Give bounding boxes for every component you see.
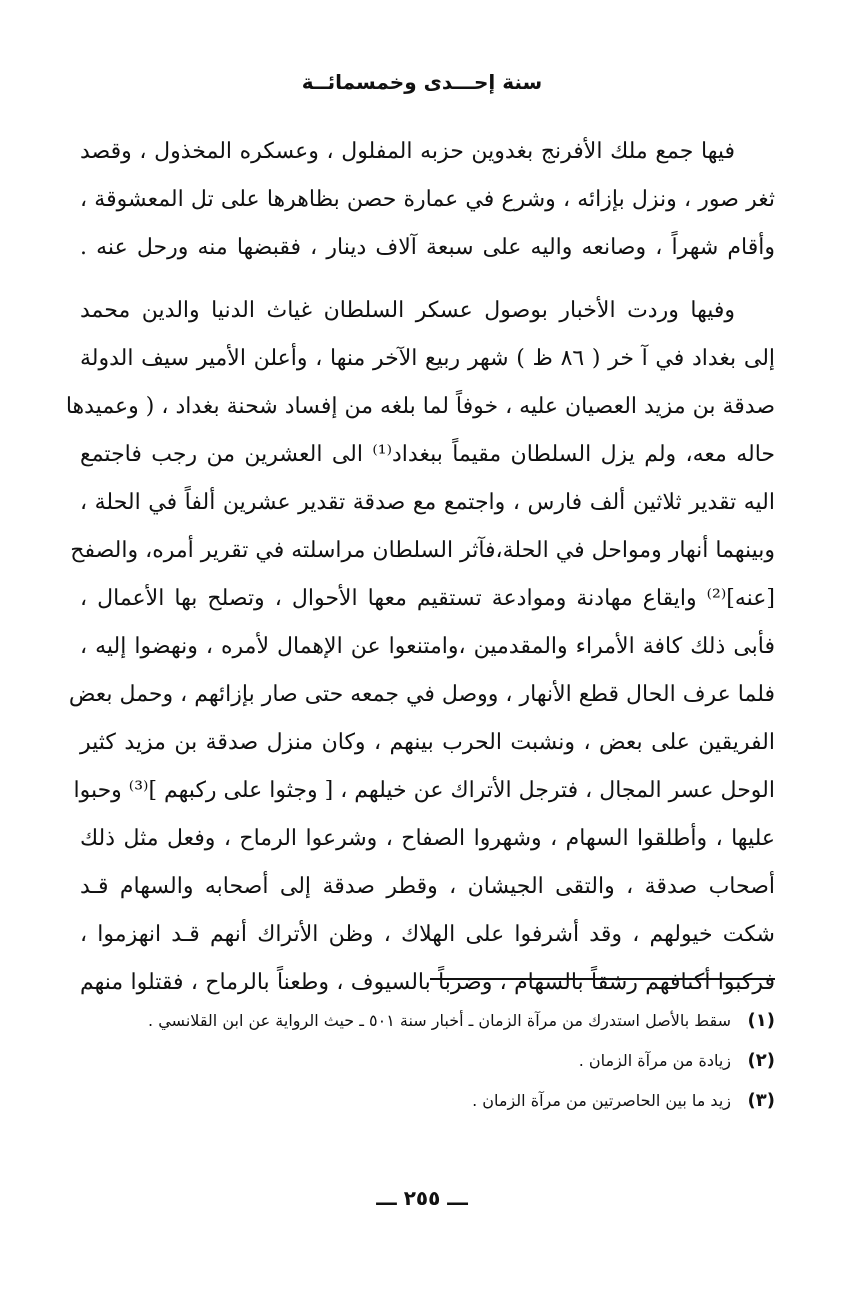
footnote [80,1006,775,1036]
text-line: شكت خيولهم ، وقد أشرفوا على الهلاك ، وظن الأتراك أنهم قـد انهزموا ، [80,922,775,947]
text-line: إلى بغداد في آ خر ( ٨٦ ظ ) شهر ربيع الآخر منها ، وأعلن الأمير سيف الدولة [80,346,776,371]
paragraph [65,287,776,1007]
text-line: الفريقين على بعض ، ونشبت الحرب بينهم ، وكان منزل صدقة بن مزيد كثير [80,730,775,755]
footnote-number: (٣) [747,1090,775,1111]
footnote [80,1086,775,1116]
text-line: فأبى ذلك كافة الأمراء والمقدمين ،وامتنعوا عن الإهمال لأمره ، ونهضوا إليه ، [80,634,775,659]
text-line: الوحل عسر المجال ، فترجل الأتراك عن خيلهم ، [ وجثوا على ركبهم ]⁽³⁾ وحبوا [73,778,775,803]
footnote-text: سقط بالأصل استدرك من مرآة الزمان ـ أخبار سنة ٥٠١ ـ حيث الرواية عن ابن القلانسي . [148,1011,731,1030]
text-line: وفيها وردت الأخبار بوصول عسكر السلطان غياث الدنيا والدين محمد [80,298,735,323]
footnote-text: زيادة من مرآة الزمان . [578,1051,731,1070]
text-line: فيها جمع ملك الأفرنج بغدوين حزبه المفلول ، وعسكره المخذول ، وقصد [80,139,735,164]
text-line: عليها ، وأطلقوا السهام ، وشهروا الصفاح ، وشرعوا الرماح ، وفعل مثل ذلك [80,826,775,851]
running-head: سنة إحـــدى وخمسمائــة [301,70,543,94]
paragraph [80,128,775,272]
text-line: [عنه]⁽²⁾ وايقاع مهادنة وموادعة تستقيم معها الأحوال ، وتصلح بها الأعمال ، [80,586,775,611]
text-line: اليه تقدير ثلاثين ألف فارس ، واجتمع مع صدقة تقدير عشرين ألفاً في الحلة ، [80,490,775,515]
text-line: وأقام شهراً ، وصانعه واليه على سبعة آلاف دينار ، فقبضها منه ورحل عنه . [80,235,776,260]
footnote-text: زيد ما بين الحاصرتين من مرآة الزمان . [472,1091,731,1110]
text-line: حاله معه، ولم يزل السلطان مقيماً ببغداد⁽¹⁾ الى العشرين من رجب فاجتمع [80,442,776,467]
text-line: صدقة بن مزيد العصيان عليه ، خوفاً لما بلغه من إفساد شحنة بغداد ، ( وعميدها [65,394,775,419]
main-text [65,128,776,1007]
text-line: فركبوا أكتافهم رشقاً بالسهام ، وضرباً بالسيوف ، وطعناً بالرماح ، فقتلوا منهم [80,970,775,995]
text-line: فلما عرف الحال قطع الأنهار ، ووصل في جمعه حتى صار بإزائهم ، وحمل بعض [68,682,775,707]
footnote [80,1046,775,1076]
footnote-number: (٢) [747,1050,775,1071]
text-line: ثغر صور ، ونزل بإزائه ، وشرع في عمارة حصن بظاهرها على تل المعشوقة ، [80,187,775,212]
footnotes [80,1006,775,1126]
page-number: ـــ ٢٥٥ ـــ [376,1186,468,1210]
text-line: أصحاب صدقة ، والتقى الجيشان ، وقطر صدقة إلى أصحابه والسهام قـد [80,874,775,899]
footnote-separator [430,978,775,980]
footnote-number: (١) [747,1010,775,1031]
text-line: وبينهما أنهار ومواحل في الحلة،فآثر السلطان مراسلته في تقرير أمره، والصفح [70,538,775,563]
